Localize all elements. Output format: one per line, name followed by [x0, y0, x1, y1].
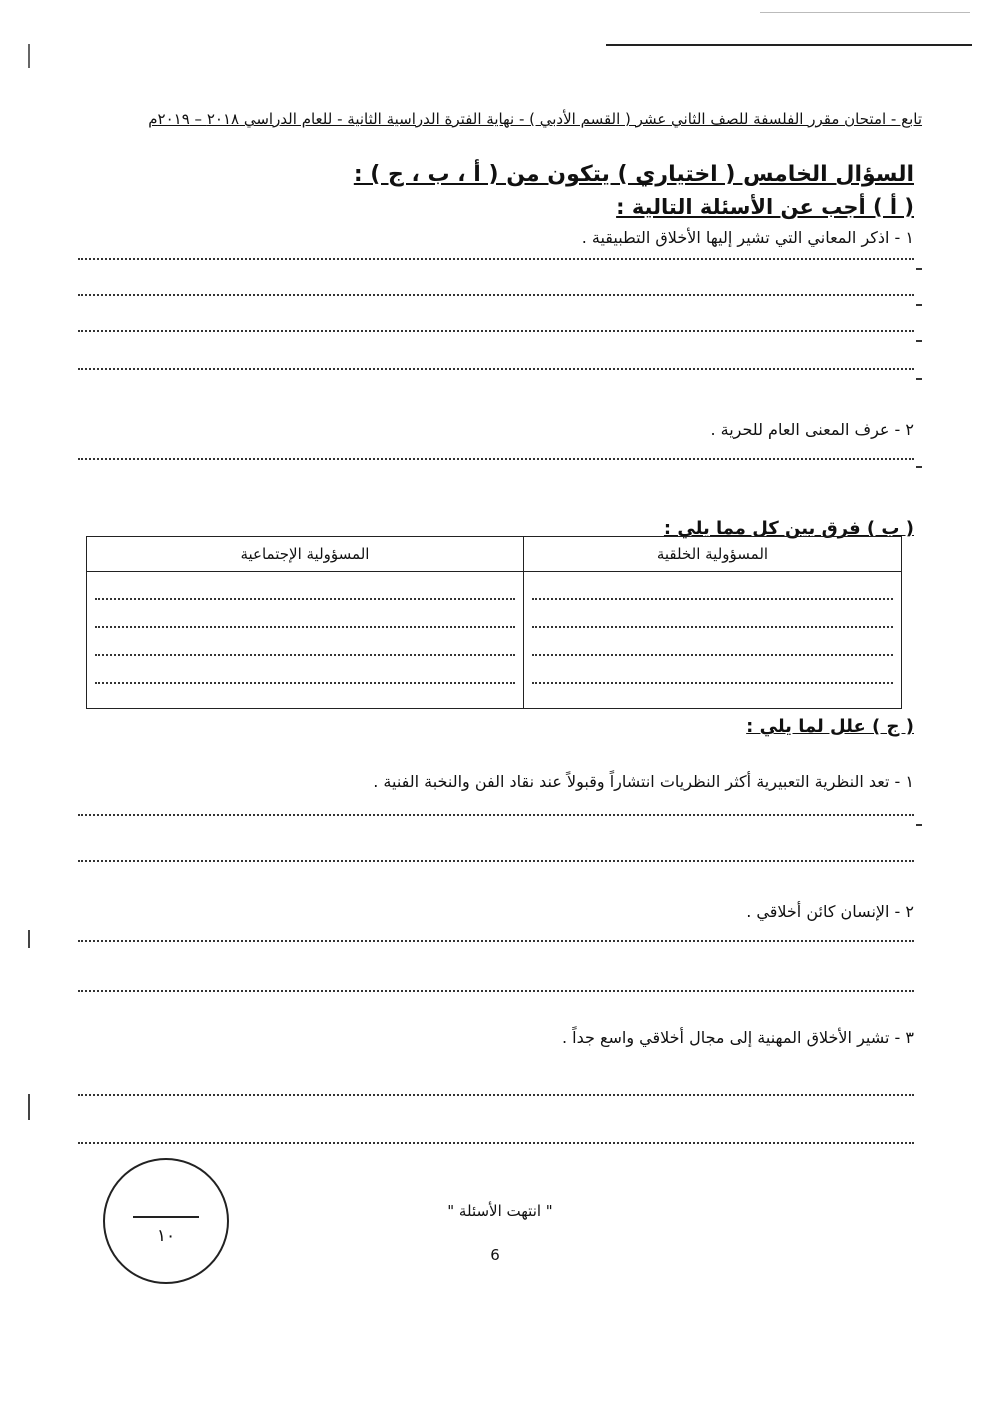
part-a-question-1: ١ - اذكر المعاني التي تشير إليها الأخلاق التطبيقية .: [581, 228, 914, 247]
answer-line[interactable]: [78, 1092, 914, 1096]
answer-line[interactable]: [78, 1140, 914, 1144]
answer-line[interactable]: [78, 366, 914, 370]
answer-line[interactable]: [78, 812, 914, 816]
scan-artifact-mark: [28, 930, 30, 948]
answer-line[interactable]: [78, 256, 914, 260]
score-circle: [103, 1158, 229, 1284]
part-a-title: ( أ ) أجب عن الأسئلة التالية :: [616, 195, 914, 219]
answer-line[interactable]: [78, 938, 914, 942]
part-b-title: ( ب ) فرق بين كل مما يلي :: [663, 518, 914, 539]
answer-line-dash: [916, 824, 922, 826]
exam-header: تابع - امتحان مقرر الفلسفة للصف الثاني عشر ( القسم الأدبي ) - نهاية الفترة الدراسية الثانية - للعام الدراسي ٢٠١٨ – ٢٠١٩م: [148, 110, 922, 128]
answer-line[interactable]: [78, 858, 914, 862]
social-answer-cell[interactable]: [87, 572, 524, 709]
answer-line-dash: [916, 304, 922, 306]
answer-line[interactable]: [78, 292, 914, 296]
answer-line[interactable]: [78, 328, 914, 332]
answer-line-dash: [916, 466, 922, 468]
part-c-question-3: ٣ - تشير الأخلاق المهنية إلى مجال أخلاقي واسع جداً .: [561, 1028, 914, 1047]
answer-line-dash: [916, 340, 922, 342]
comparison-table: [86, 536, 902, 709]
scan-artifact-line: [606, 44, 972, 46]
scan-artifact-mark: [28, 1094, 30, 1120]
question-title: السؤال الخامس ( اختياري ) يتكون من ( أ ، ب ، ج ) :: [353, 162, 914, 187]
page-number: 6: [490, 1246, 500, 1264]
part-a-question-2: ٢ - عرف المعنى العام للحرية .: [710, 420, 914, 439]
moral-answer-cell[interactable]: [523, 572, 901, 709]
part-c-question-2: ٢ - الإنسان كائن أخلاقي .: [746, 902, 914, 921]
answer-line[interactable]: [78, 456, 914, 460]
score-value: ١٠: [156, 1226, 176, 1246]
answer-line-dash: [916, 378, 922, 380]
answer-line[interactable]: [78, 988, 914, 992]
part-c-question-1: ١ - تعد النظرية التعبيرية أكثر النظريات انتشاراً وقبولاً عند نقاد الفن والنخبة الفنية .: [373, 772, 914, 791]
scan-artifact-mark: [28, 44, 30, 68]
end-of-questions: " انتهت الأسئلة ": [447, 1202, 553, 1220]
part-c-title: ( ج ) علل لما يلي :: [746, 716, 914, 737]
col-header-social: المسؤولية الإجتماعية: [87, 537, 524, 572]
answer-line-dash: [916, 268, 922, 270]
col-header-moral: المسؤولية الخلقية: [523, 537, 901, 572]
scan-artifact-line: [760, 12, 970, 13]
score-divider: [133, 1216, 199, 1218]
